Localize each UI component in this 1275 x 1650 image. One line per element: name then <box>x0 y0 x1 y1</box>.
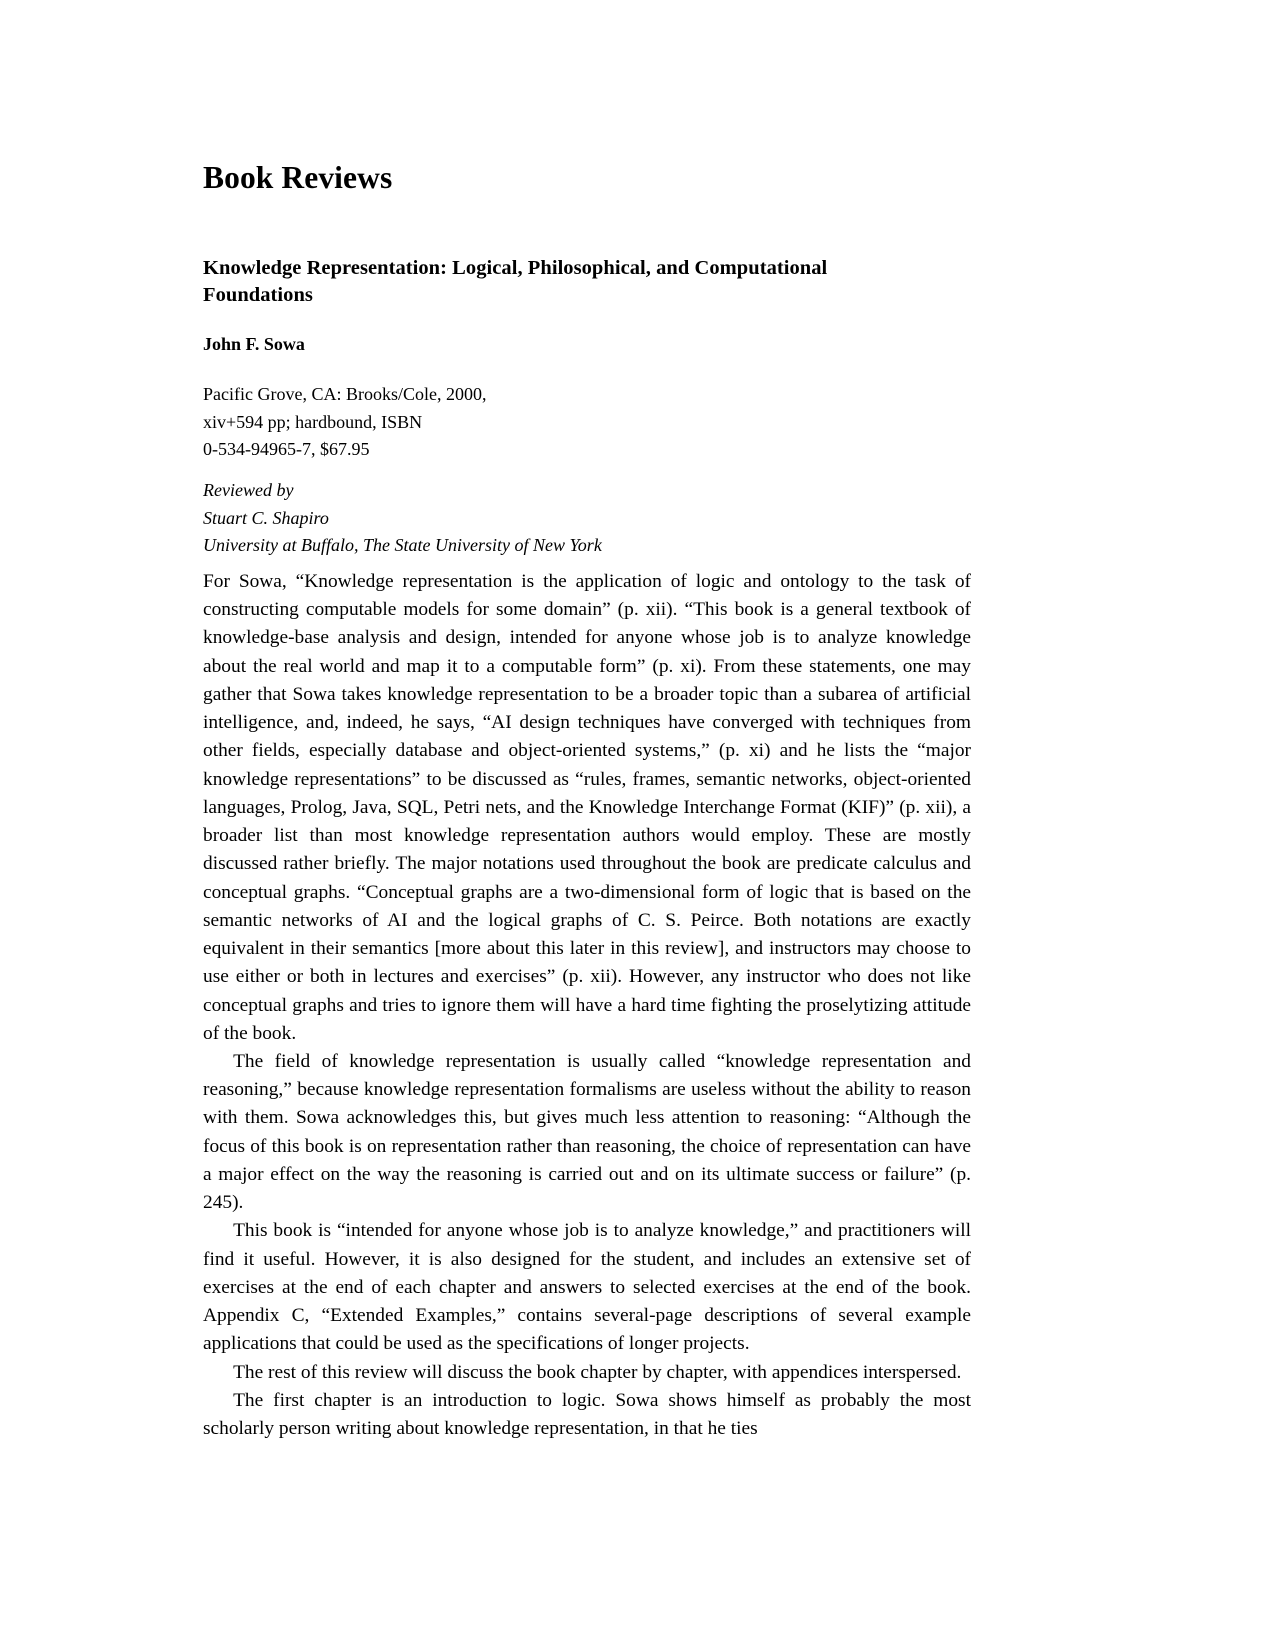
body-paragraph: The field of knowledge representation is usually called “knowledge representation and reasoning,” because knowledge representation formalisms are useless without the ability to reason with them. Sowa acknowledges this, but gives much less attention to reasoning: “Although the focus of this book is on representation rather than reasoning, the choice of representation can have a major effect on the way the reasoning is carried out and on its ultimate success or failure” (p. 245). <box>203 1050 971 1214</box>
reviewed-by-label: Reviewed by <box>203 480 294 500</box>
publication-line-isbn-price: 0-534-94965-7, $67.95 <box>203 439 370 460</box>
reviewer-block <box>203 477 602 560</box>
publication-line-publisher: Pacific Grove, CA: Brooks/Cole, 2000, <box>203 384 487 404</box>
review-body <box>203 568 971 1443</box>
page-title: Book Reviews <box>203 160 393 195</box>
reviewer-name: Stuart C. Shapiro <box>203 507 329 528</box>
book-title: Knowledge Representation: Logical, Philosophical, and Computational Foundations <box>203 257 828 307</box>
body-paragraph: This book is “intended for anyone whose job is to analyze knowledge,” and practitioners will find it useful. However, it is also designed for the student, and includes an extensive set of exercises at the end of each chapter and answers to selected exercises at the end of the book. Appendix C, “Extended Examples,” contains several-page descriptions of several example applications that could be used as the specifications of longer projects. <box>203 1220 971 1355</box>
book-author: John F. Sowa <box>203 334 305 354</box>
publication-details <box>203 381 486 464</box>
body-paragraph: The first chapter is an introduction to logic. Sowa shows himself as probably the most scholarly person writing about knowledge representation, in that he ties <box>203 1389 971 1440</box>
reviewer-affiliation: University at Buffalo, The State University of New York <box>203 535 602 556</box>
publication-line-pages: xiv+594 pp; hardbound, ISBN <box>203 411 423 432</box>
body-paragraph: For Sowa, “Knowledge representation is the application of logic and ontology to the task of constructing computable models for some domain” (p. xii). “This book is a general textbook of knowledge-base analysis and design, intended for anyone whose job is to analyze knowledge about the real world and map it to a computable form” (p. xi). From these statements, one may gather that Sowa takes knowledge representation to be a broader topic than a subarea of artificial intelligence, and, indeed, he says, “AI design techniques have converged with techniques from other fields, especially database and object-oriented systems,” (p. xi) and he lists the “major knowledge representations” to be discussed as “rules, frames, semantic networks, object-oriented languages, Prolog, Java, SQL, Petri nets, and the Knowledge Interchange Format (KIF)” (p. xii), a broader list than most knowledge representation authors would employ. These are mostly discussed rather briefly. The major notations used throughout the book are predicate calculus and conceptual graphs. “Conceptual graphs are a two-dimensional form of logic that is based on the semantic networks of AI and the logical graphs of C. S. Peirce. Both notations are exactly equivalent in their semantics [more about this later in this review], and instructors may choose to use either or both in lectures and exercises” (p. xii). However, any instructor who does not like conceptual graphs and tries to ignore them will have a hard time fighting the proselytizing attitude of the book. <box>203 571 971 1044</box>
body-paragraph: The rest of this review will discuss the book chapter by chapter, with appendices interspersed. <box>233 1361 962 1383</box>
